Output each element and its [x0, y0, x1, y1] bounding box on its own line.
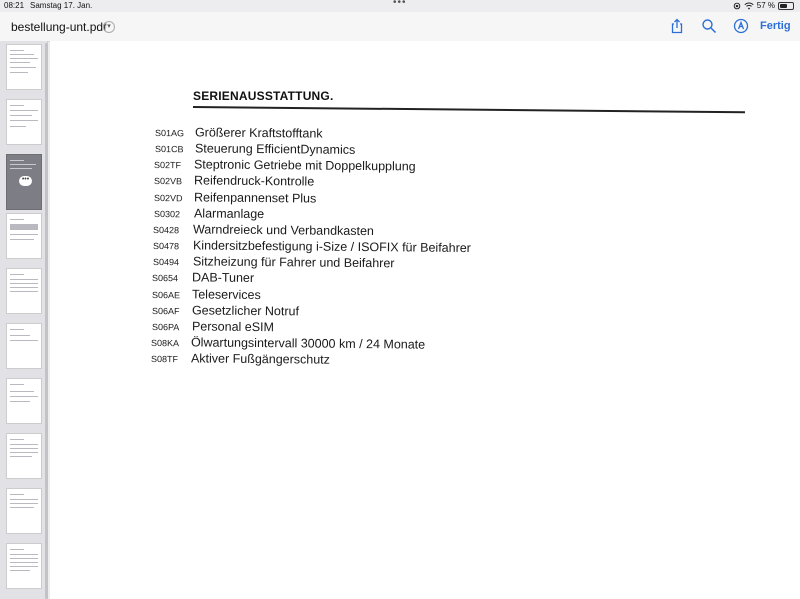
thumb-line — [10, 452, 38, 453]
option-description: Alarmanlage — [193, 206, 264, 221]
thumb-line — [10, 384, 24, 385]
option-description: Steptronic Getriebe mit Doppelkupplung — [194, 157, 417, 174]
option-description: Personal eSIM — [191, 319, 274, 334]
thumb-line — [10, 494, 24, 495]
thumb-line — [10, 396, 38, 397]
sidebar-scrollbar[interactable] — [45, 43, 48, 599]
option-description: Teleservices — [192, 286, 262, 302]
equipment-row — [154, 190, 316, 206]
page-thumbnail[interactable] — [6, 44, 42, 90]
thumb-line — [10, 391, 34, 392]
equipment-row — [155, 141, 355, 157]
page-thumbnail[interactable] — [6, 543, 42, 589]
option-code: S02VD — [153, 192, 183, 203]
option-code: S06AF — [151, 305, 180, 316]
thumb-line — [10, 126, 26, 127]
thumb-line — [10, 58, 38, 59]
equipment-row — [151, 351, 330, 367]
option-code: S0302 — [153, 208, 180, 219]
thumb-line — [10, 110, 38, 111]
thumb-line — [10, 401, 30, 402]
thumb-line — [10, 120, 38, 121]
thumb-line — [10, 54, 34, 55]
option-code: S0428 — [153, 224, 180, 236]
thumb-line — [10, 507, 34, 508]
equipment-row — [152, 319, 274, 334]
section-heading: SERIENAUSSTATTUNG. — [193, 89, 334, 103]
equipment-row — [152, 287, 261, 302]
page-thumbnail[interactable] — [6, 213, 42, 259]
thumb-line — [10, 503, 38, 504]
page-thumbnail[interactable] — [6, 268, 42, 314]
status-time: 08:21 — [4, 1, 25, 10]
wifi-icon — [744, 2, 754, 10]
option-description: DAB-Tuner — [192, 270, 255, 286]
equipment-row — [154, 206, 264, 221]
thumb-line — [10, 335, 30, 336]
thumb-line — [10, 62, 30, 63]
thumb-line — [10, 105, 24, 106]
option-description: Steuerung EfficientDynamics — [194, 141, 356, 158]
thumb-line — [10, 439, 24, 440]
thumb-line — [10, 168, 32, 169]
thumb-line — [10, 562, 38, 563]
share-icon[interactable] — [669, 18, 685, 34]
option-code: S01AG — [154, 128, 185, 139]
chevron-down-icon[interactable]: ▾ — [103, 21, 115, 33]
option-description: Warndreieck und Verbandkasten — [193, 222, 375, 239]
equipment-row — [153, 254, 395, 270]
document-title[interactable]: bestellung-unt.pdf — [11, 20, 107, 34]
page-thumbnail[interactable] — [6, 488, 42, 534]
equipment-row — [155, 125, 323, 141]
thumb-image — [10, 224, 38, 230]
thumb-line — [10, 554, 38, 555]
thumb-line — [10, 160, 24, 161]
thumb-line — [10, 72, 28, 73]
option-description: Kindersitzbefestigung i-Size / ISOFIX für Beifahrer — [192, 238, 471, 256]
option-code: S0654 — [152, 273, 179, 284]
battery-icon — [778, 2, 794, 10]
thumb-line — [10, 274, 24, 275]
option-code: S01CB — [154, 144, 184, 155]
search-icon[interactable] — [701, 18, 717, 34]
toolbar — [0, 12, 800, 42]
markup-icon[interactable] — [733, 18, 749, 34]
option-code: S06PA — [151, 321, 180, 333]
page-thumbnail[interactable] — [6, 99, 42, 145]
thumb-line — [10, 287, 38, 288]
option-code: S08TF — [151, 354, 179, 365]
equipment-row — [152, 303, 299, 318]
thumbnail-sidebar — [0, 41, 48, 599]
thumb-line — [10, 164, 36, 165]
option-code: S0478 — [152, 241, 180, 252]
battery-fill — [780, 4, 787, 8]
option-code: S02TF — [154, 160, 182, 171]
option-description: Aktiver Fußgängerschutz — [191, 351, 331, 367]
done-button[interactable]: Fertig — [760, 20, 791, 32]
thumb-line — [10, 283, 38, 284]
option-description: Sitzheizung für Fahrer und Beifahrer — [192, 254, 395, 271]
thumb-line — [10, 549, 24, 550]
thumb-line — [10, 239, 34, 240]
option-code: S06AE — [152, 289, 181, 300]
option-description: Reifenpannenset Plus — [193, 189, 317, 206]
equipment-row — [154, 173, 314, 189]
thumb-line — [10, 50, 24, 51]
equipment-row — [151, 335, 425, 352]
status-bar — [0, 0, 800, 12]
option-code: S02VB — [154, 176, 183, 187]
thumb-line — [10, 329, 24, 330]
thumb-line — [10, 499, 38, 500]
option-description: Gesetzlicher Notruf — [191, 303, 299, 319]
thumb-line — [10, 566, 38, 567]
option-description: Reifendruck-Kontrolle — [194, 173, 315, 189]
thumb-line — [10, 570, 30, 571]
thumb-line — [10, 291, 38, 292]
thumb-line — [10, 115, 32, 116]
page-thumbnail[interactable] — [6, 433, 42, 479]
option-description: Ölwartungsintervall 30000 km / 24 Monate — [191, 335, 426, 352]
thumb-line — [10, 340, 38, 341]
equipment-row — [154, 157, 416, 174]
thumb-line — [10, 279, 38, 280]
option-description: Größerer Kraftstofftank — [194, 125, 323, 141]
thumbnail-more-button[interactable]: ••• — [19, 176, 32, 186]
page-thumbnail[interactable] — [6, 378, 42, 424]
thumb-line — [10, 234, 38, 235]
multitasking-dots[interactable]: ••• — [393, 0, 407, 8]
thumb-line — [10, 448, 38, 449]
page-thumbnail[interactable] — [6, 323, 42, 369]
thumb-line — [10, 67, 36, 68]
thumb-line — [10, 219, 24, 220]
status-date: Samstag 17. Jan. — [30, 1, 93, 10]
thumb-line — [10, 456, 32, 457]
option-code: S08KA — [151, 337, 180, 349]
thumb-line — [10, 558, 38, 559]
page-thumbnail-selected[interactable] — [6, 154, 42, 210]
status-right — [733, 1, 794, 10]
option-code: S0494 — [152, 257, 179, 268]
battery-percent: 57 % — [756, 1, 775, 10]
orientation-lock-icon — [733, 2, 741, 10]
equipment-row — [153, 222, 374, 238]
thumb-line — [10, 444, 38, 445]
equipment-row — [152, 270, 254, 285]
